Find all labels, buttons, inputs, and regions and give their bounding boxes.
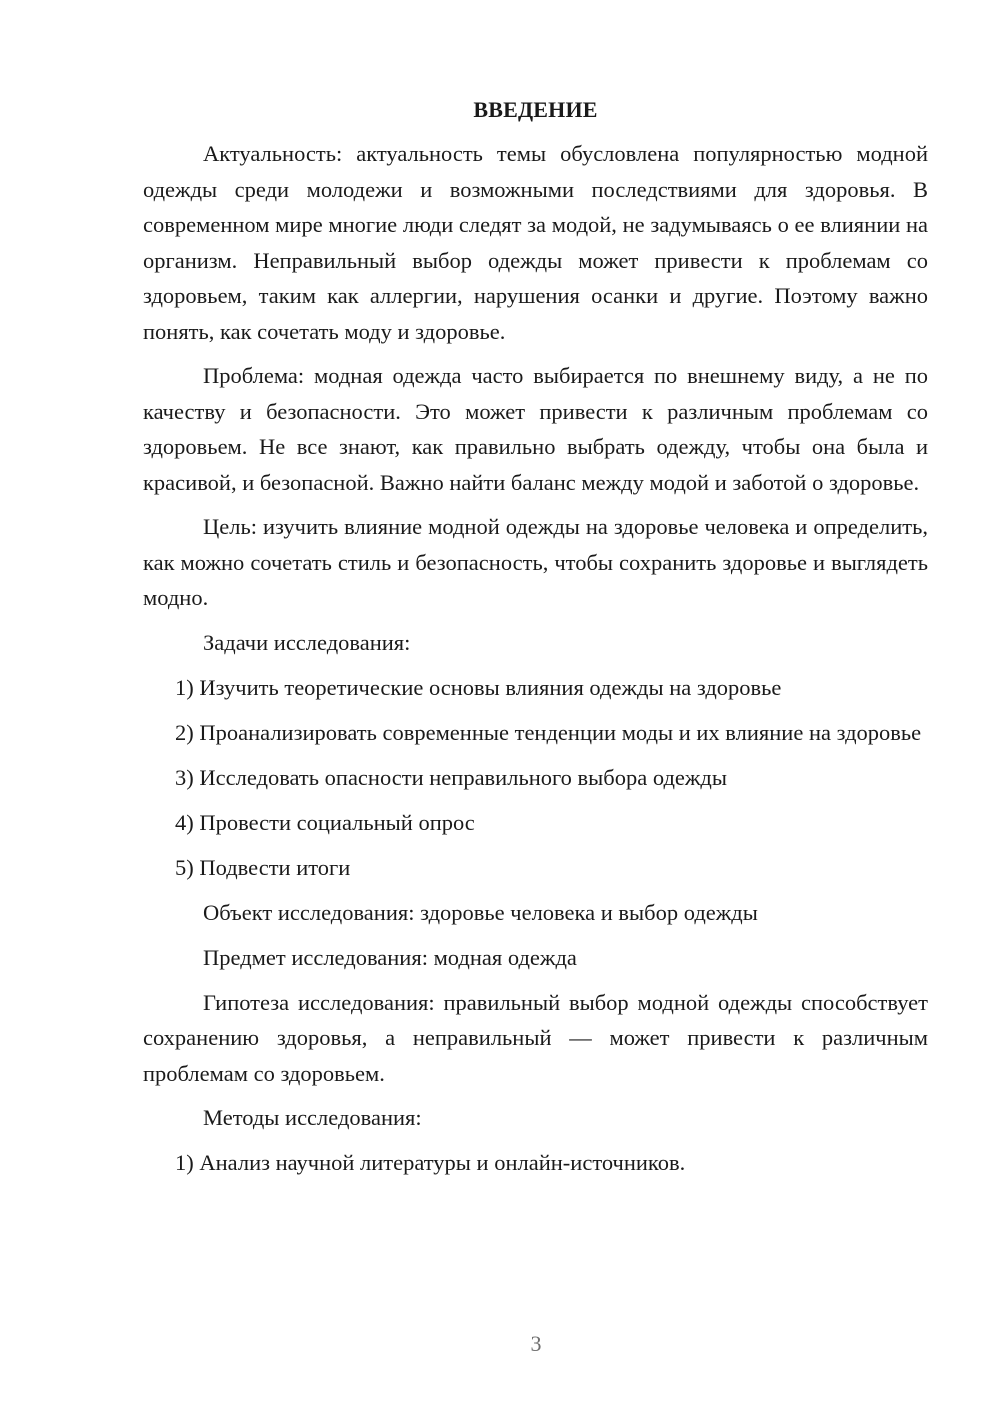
task-item: 4) Провести социальный опрос [175, 809, 475, 835]
tasks-label: Задачи исследования: [203, 629, 411, 655]
relevance-paragraph: Актуальность: актуальность темы обусловлена популярностью модной одежды среди молодежи и возможными последствиями для здоровья. В современном мире многие люди следят за модой, не задумываясь о ее влиянии на организм. Неправильный выбор одежды может привести к проблемам со здоровьем, таким как аллергии, нарушения осанки и другие. Поэтому важно понять, как сочетать моду и здоровье. [143, 141, 928, 344]
tasks-list [143, 670, 928, 886]
page-content [143, 90, 928, 1190]
goal-paragraph: Цель: изучить влияние модной одежды на здоровье человека и определить, как можно сочетать стиль и безопасность, чтобы сохранить здоровье и выглядеть модно. [143, 514, 928, 610]
task-item: 1) Изучить теоретические основы влияния одежды на здоровье [175, 674, 782, 700]
research-subject: Предмет исследования: модная одежда [203, 944, 577, 970]
problem-paragraph: Проблема: модная одежда часто выбирается по внешнему виду, а не по качеству и безопасности. Это может привести к различным проблемам со здоровьем. Не все знают, как правильно выбрать одежду, чтобы она была и красивой, и безопасной. Важно найти баланс между модой и заботой о здоровье. [143, 363, 928, 495]
hypothesis-paragraph: Гипотеза исследования: правильный выбор модной одежды способствует сохранению здоровья, а неправильный — может привести к различным проблемам со здоровьем. [143, 989, 928, 1086]
task-item: 5) Подвести итоги [175, 854, 351, 880]
task-item: 3) Исследовать опасности неправильного выбора одежды [175, 764, 727, 790]
methods-label: Методы исследования: [203, 1105, 422, 1130]
method-item: 1) Анализ научной литературы и онлайн-источников. [175, 1150, 686, 1175]
page-number: 3 [530, 1331, 542, 1356]
methods-list [143, 1145, 928, 1181]
task-item: 2) Проанализировать современные тенденции моды и их влияние на здоровье [175, 719, 922, 745]
research-object: Объект исследования: здоровье человека и выбор одежды [203, 899, 758, 925]
section-heading: ВВЕДЕНИЕ [473, 97, 598, 122]
